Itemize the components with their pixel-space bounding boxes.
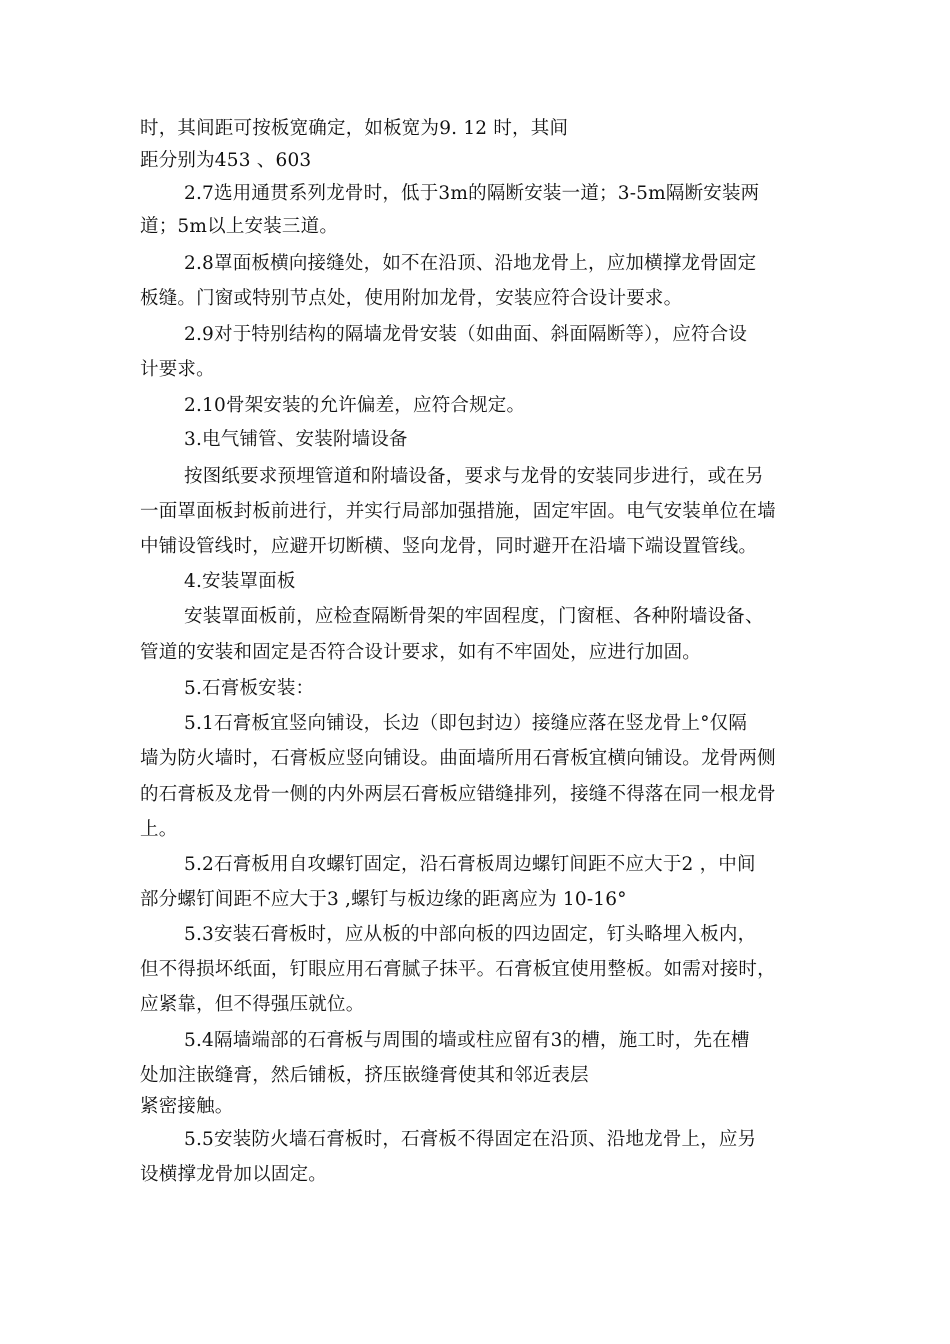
text-line: 应紧靠，但不得强压就位。 bbox=[140, 994, 365, 1015]
text-line: 按图纸要求预埋管道和附墙设备，要求与龙骨的安装同步进行，或在另 bbox=[184, 466, 764, 487]
text-line: 板缝。门窗或特别节点处，使用附加龙骨，安装应符合设计要求。 bbox=[140, 288, 683, 309]
text-line: 管道的安装和固定是否符合设计要求，如有不牢固处，应进行加固。 bbox=[140, 642, 702, 663]
text-line: 5.4隔墙端部的石膏板与周围的墙或柱应留有3的槽，施工时，先在槽 bbox=[184, 1030, 750, 1051]
text-line: 2.9对于特别结构的隔墙龙骨安装（如曲面、斜面隔断等），应符合设 bbox=[184, 324, 748, 345]
text-line: 5.2石膏板用自攻螺钉固定，沿石膏板周边螺钉间距不应大于2 ，中间 bbox=[184, 854, 756, 875]
text-line: 的石膏板及龙骨一侧的内外两层石膏板应错缝排列，接缝不得落在同一根龙骨 bbox=[140, 784, 776, 805]
section-heading: 4.安装罩面板 bbox=[184, 571, 296, 592]
text-line: 紧密接触。 bbox=[140, 1096, 234, 1117]
text-line: 计要求。 bbox=[140, 359, 215, 380]
text-line: 距分别为453 、603 bbox=[140, 150, 312, 171]
text-line: 2.10骨架安装的允许偏差，应符合规定。 bbox=[184, 395, 526, 416]
text-line: 安装罩面板前，应检查隔断骨架的牢固程度，门窗框、各种附墙设备、 bbox=[184, 606, 764, 627]
text-line: 上。 bbox=[140, 819, 178, 840]
section-heading: 3.电气铺管、安装附墙设备 bbox=[184, 429, 408, 450]
text-line: 部分螺钉间距不应大于3 ,螺钉与板边缘的距离应为 10-16° bbox=[140, 889, 627, 910]
text-line: 2.7选用通贯系列龙骨时，低于3m的隔断安装一道；3-5m隔断安装两 bbox=[184, 183, 760, 204]
text-line: 中铺设管线时，应避开切断横、竖向龙骨，同时避开在沿墙下端设置管线。 bbox=[140, 536, 758, 557]
text-line: 2.8罩面板横向接缝处，如不在沿顶、沿地龙骨上，应加横撑龙骨固定 bbox=[184, 253, 757, 274]
text-line: 墙为防火墙时，石膏板应竖向铺设。曲面墙所用石膏板宜横向铺设。龙骨两侧 bbox=[140, 748, 776, 769]
section-heading: 5.石膏板安装： bbox=[184, 678, 315, 699]
text-line: 道；5m以上安装三道。 bbox=[140, 216, 339, 237]
text-line: 但不得损坏纸面，钉眼应用石膏腻子抹平。石膏板宜使用整板。如需对接时， bbox=[140, 959, 776, 980]
text-line: 时，其间距可按板宽确定，如板宽为9. 12 时，其间 bbox=[140, 118, 569, 139]
text-line: 5.3安装石膏板时，应从板的中部向板的四边固定，钉头略埋入板内， bbox=[184, 924, 757, 945]
text-line: 5.1石膏板宜竖向铺设，长边（即包封边）接缝应落在竖龙骨上°仅隔 bbox=[184, 713, 748, 734]
text-line: 处加注嵌缝膏，然后铺板，挤压嵌缝膏使其和邻近表层 bbox=[140, 1065, 589, 1086]
text-line: 一面罩面板封板前进行，并实行局部加强措施，固定牢固。电气安装单位在墙 bbox=[140, 501, 776, 522]
text-line: 设横撑龙骨加以固定。 bbox=[140, 1164, 328, 1185]
text-line: 5.5安装防火墙石膏板时，石膏板不得固定在沿顶、沿地龙骨上，应另 bbox=[184, 1129, 757, 1150]
